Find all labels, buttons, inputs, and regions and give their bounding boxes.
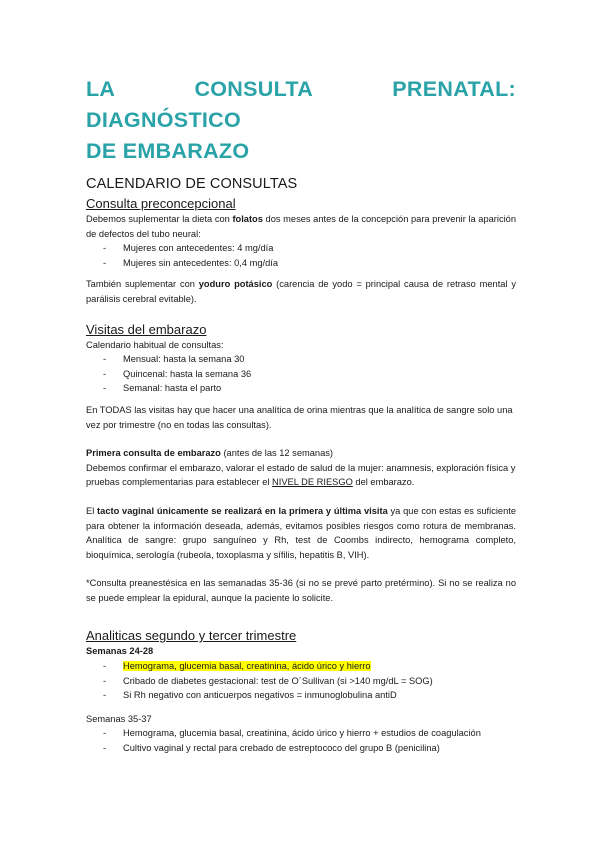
list-semanas-35-37	[86, 726, 516, 755]
paragraph-preanestesica: *Consulta preanestésica en las semanadas 35-36 (si no se prevé parto pretérmino). Si no se realiza no se puede emplear la epidural, aunque la paciente lo solicite.	[86, 578, 516, 603]
paragraph-calendario: Calendario habitual de consultas:	[86, 339, 224, 350]
list-item: - Semanal: hasta el parto	[86, 381, 516, 396]
list-item: - Mensual: hasta la semana 30	[86, 352, 516, 367]
document-title: LA CONSULTA PRENATAL: DIAGNÓSTICO DE EMBARAZO	[86, 77, 516, 163]
list-item: - Si Rh negativo con anticuerpos negativos = inmunoglobulina antiD	[86, 688, 516, 703]
heading-preconcepcional: Consulta preconcepcional	[86, 196, 236, 211]
paragraph-analitica: En TODAS las visitas hay que hacer una analítica de orina mientras que la analítica de sangre solo una vez por trimestre (no en todas las consultas).	[86, 404, 513, 430]
list-antecedentes	[86, 241, 516, 270]
document-page	[86, 74, 516, 756]
label-semanas-24-28: Semanas 24-28	[86, 646, 154, 657]
paragraph-primera-consulta-title: Primera consulta de embarazo (antes de las 12 semanas)	[86, 448, 333, 459]
highlighted-text: Hemograma, glucemia basal, creatinina, ácido úrico y hierro	[123, 661, 371, 672]
list-semanas-24-28	[86, 659, 516, 703]
section-subtitle: CALENDARIO DE CONSULTAS	[86, 176, 298, 192]
list-item	[86, 659, 516, 674]
paragraph-folatos: Debemos suplementar la dieta con folatos dos meses antes de la concepción para prevenir la aparición de defectos del tubo neural:	[86, 214, 517, 239]
list-calendario	[86, 352, 516, 396]
paragraph-tacto-vaginal: El tacto vaginal únicamente se realizará en la primera y última visita ya que con estas es suficiente para obtener la información deseada, además, evitamos posibles riesgos como rotura de membranas. Analítica de sangre: grupo sanguíneo y Rh, test de Coombs indirecto, hemograma completo, bioquímica, serología (rubeola, toxoplasma y sífilis, hepatitis B, VIH).	[86, 505, 516, 560]
list-item: - Mujeres sin antecedentes: 0,4 mg/día	[86, 256, 516, 271]
paragraph-yoduro: También suplementar con yoduro potásico (carencia de yodo = principal causa de retraso mental y parálisis cerebral evitable).	[86, 279, 516, 304]
list-item: - Cultivo vaginal y rectal para crebado de estreptococo del grupo B (penicilina)	[86, 741, 516, 756]
heading-visitas: Visitas del embarazo	[86, 321, 207, 337]
list-item: - Quincenal: hasta la semana 36	[86, 367, 516, 382]
list-item: - Mujeres con antecedentes: 4 mg/día	[86, 241, 516, 256]
list-item: - Hemograma, glucemia basal, creatinina, ácido úrico y hierro + estudios de coagulación	[86, 726, 516, 741]
label-semanas-35-37: Semanas 35-37	[86, 713, 152, 724]
heading-analiticas: Analiticas segundo y tercer trimestre	[86, 628, 297, 644]
paragraph-primera-consulta: Debemos confirmar el embarazo, valorar el estado de salud de la mujer: anamnesis, exploración física y pruebas complementarias para establecer el NIVEL DE RIESGO del embarazo.	[86, 462, 516, 488]
list-item: - Cribado de diabetes gestacional: test de O´Sullivan (si >140 mg/dL = SOG)	[86, 674, 516, 689]
